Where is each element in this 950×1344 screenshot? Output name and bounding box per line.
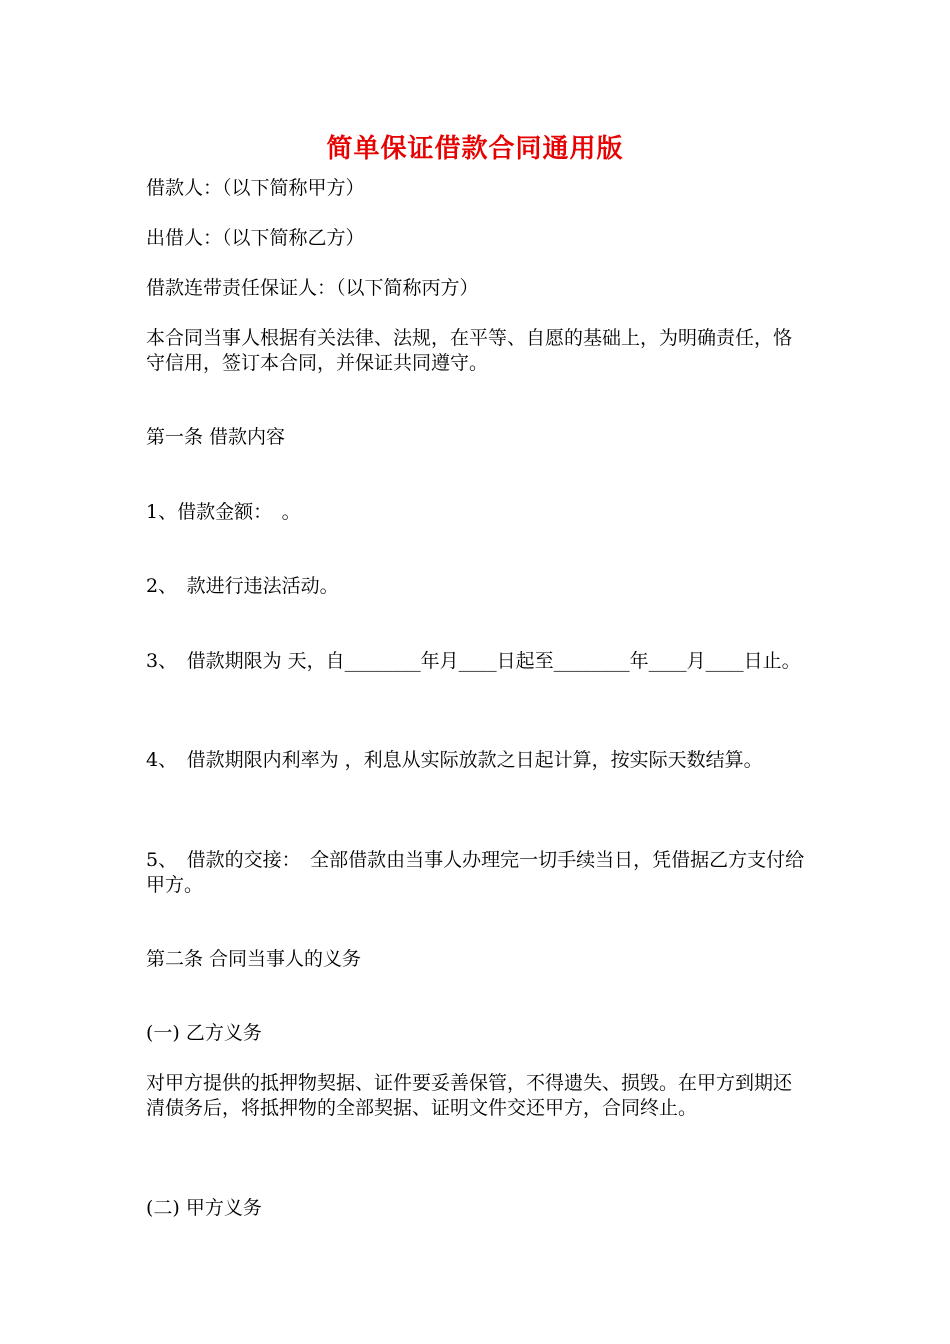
paragraph-item-4: 4、 借款期限内利率为 ，利息从实际放款之日起计算，按实际天数结算。	[146, 749, 763, 771]
document-title: 简单保证借款合同通用版	[326, 134, 624, 164]
paragraph-article-2-heading: 第二条 合同当事人的义务	[146, 948, 362, 970]
paragraph-item-5: 5、 借款的交接： 全部借款由当事人办理完一切手续当日，凭借据乙方支付给甲方。	[146, 849, 805, 896]
paragraph-guarantor: 借款连带责任保证人：（以下简称丙方）	[146, 277, 479, 299]
paragraph-party-b-duties-heading: (一) 乙方义务	[146, 1022, 262, 1044]
paragraph-lender: 出借人：（以下简称乙方）	[146, 227, 365, 249]
paragraph-item-1: 1、借款金额： 。	[146, 501, 301, 523]
paragraph-party-b-duties: 对甲方提供的抵押物契据、证件要妥善保管，不得遗失、损毁。在甲方到期还清债务后，将抵押物的全部契据、证明文件交还甲方，合同终止。	[146, 1072, 793, 1119]
paragraph-item-3: 3、 借款期限为 天，自________年月____日起至________年____月____日止。	[146, 650, 801, 672]
paragraph-preamble: 本合同当事人根据有关法律、法规，在平等、自愿的基础上，为明确责任，恪守信用，签订本合同，并保证共同遵守。	[146, 327, 793, 374]
paragraph-borrower: 借款人：（以下简称甲方）	[146, 177, 365, 199]
paragraph-article-1-heading: 第一条 借款内容	[146, 426, 286, 448]
paragraph-party-a-duties-heading: (二) 甲方义务	[146, 1197, 262, 1219]
paragraph-item-2: 2、 款进行违法活动。	[146, 575, 339, 597]
